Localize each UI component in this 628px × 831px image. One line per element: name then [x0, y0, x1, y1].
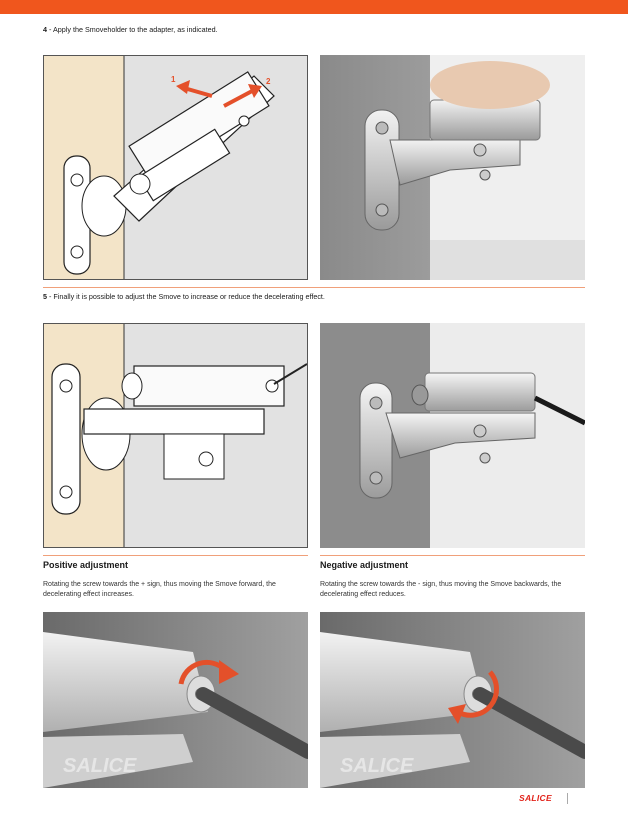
- step-4-instruction: [43, 25, 218, 34]
- positive-adjustment-text: Rotating the screw towards the + sign, thus moving the Smove forward, the decelerating effect increases.: [43, 581, 276, 598]
- divider-rule-left: [43, 555, 308, 556]
- photo-negative-rotation: [320, 612, 585, 788]
- photo-positive-rotation: [43, 612, 308, 788]
- step-5-text: - Finally it is possible to adjust the Smove to increase or reduce the decelerating effect.: [47, 292, 325, 301]
- step-5-number: 5: [43, 292, 47, 301]
- photo-attach-smoveholder: [320, 55, 585, 280]
- drawing-attach-smoveholder: [43, 55, 308, 280]
- salice-logo: SALICE: [519, 793, 552, 803]
- divider-rule: [43, 287, 585, 288]
- negative-adjustment-title: Negative adjustment: [320, 560, 409, 570]
- positive-adjustment-title: Positive adjustment: [43, 560, 129, 570]
- footer-divider: [567, 793, 568, 804]
- photo-adjust-smove: [320, 323, 585, 548]
- callout-2: 2: [266, 77, 271, 86]
- salice-embossed-label: SALICE: [63, 755, 137, 777]
- top-accent-bar: [0, 0, 628, 14]
- drawing-adjust-smove: [43, 323, 308, 548]
- step-4-number: 4: [43, 25, 47, 34]
- negative-adjustment-text: Rotating the screw towards the - sign, thus moving the Smove backwards, the decelerating effect reduces.: [320, 581, 562, 598]
- salice-embossed-label: SALICE: [340, 755, 414, 777]
- step-5-instruction: [43, 292, 325, 301]
- divider-rule-right: [320, 555, 585, 556]
- step-4-text: - Apply the Smoveholder to the adapter, as indicated.: [47, 25, 218, 34]
- callout-1: 1: [171, 75, 176, 84]
